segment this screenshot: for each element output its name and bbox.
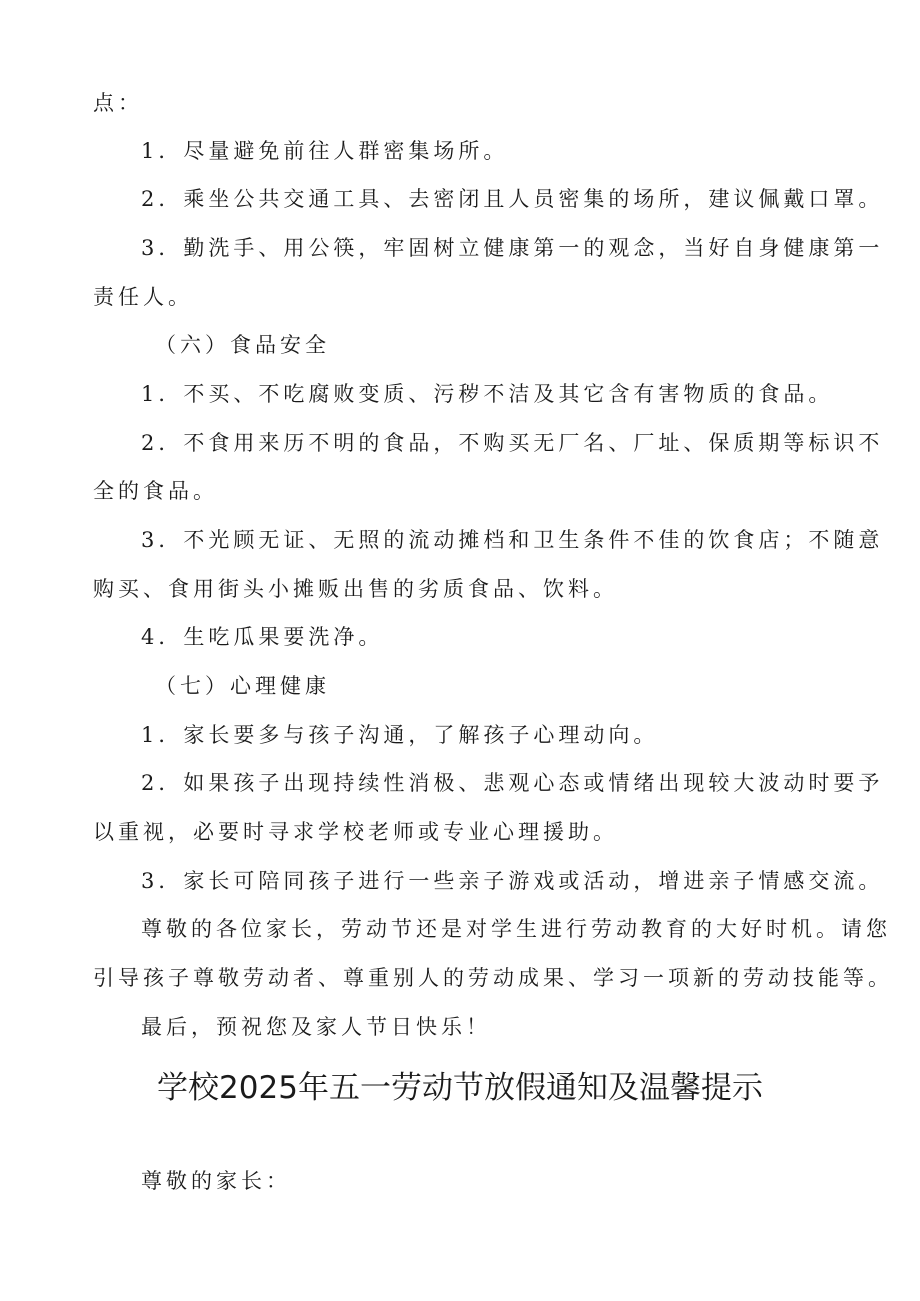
list-item: 3．勤洗手、用公筷，牢固树立健康第一的观念，当好自身健康第一 [141, 236, 884, 260]
list-item: 2．乘坐公共交通工具、去密闭且人员密集的场所，建议佩戴口罩。 [141, 187, 884, 211]
list-item: 2．如果孩子出现持续性消极、悲观心态或情绪出现较大波动时要予 [141, 771, 884, 795]
text-line-continuation: 购买、食用街头小摊贩出售的劣质食品、饮料。 [93, 577, 618, 601]
list-item: 1．尽量避免前往人群密集场所。 [141, 139, 509, 163]
text-line-continuation: 全的食品。 [93, 479, 218, 503]
text-line-continuation: 责任人。 [93, 285, 193, 309]
text-line-continuation: 以重视，必要时寻求学校老师或专业心理援助。 [93, 820, 618, 844]
section-heading: （六）食品安全 [155, 333, 330, 357]
text-line-continuation: 引导孩子尊敬劳动者、尊重别人的劳动成果、学习一项新的劳动技能等。 [93, 966, 893, 990]
text-line-continuation: 点： [93, 91, 143, 115]
list-item: 3．家长可陪同孩子进行一些亲子游戏或活动，增进亲子情感交流。 [141, 869, 884, 893]
list-item: 4．生吃瓜果要洗净。 [141, 625, 384, 649]
list-item: 1．家长要多与孩子沟通，了解孩子心理动向。 [141, 723, 659, 747]
closing-line: 最后，预祝您及家人节日快乐！ [141, 1015, 491, 1039]
paragraph-line: 尊敬的各位家长，劳动节还是对学生进行劳动教育的大好时机。请您 [141, 917, 891, 941]
section-heading: （七）心理健康 [155, 674, 330, 698]
list-item: 3．不光顾无证、无照的流动摊档和卫生条件不佳的饮食店；不随意 [141, 528, 884, 552]
list-item: 2．不食用来历不明的食品，不购买无厂名、厂址、保质期等标识不 [141, 431, 884, 455]
document-title: 学校2025年五一劳动节放假通知及温馨提示 [157, 1070, 763, 1106]
list-item: 1．不买、不吃腐败变质、污秽不洁及其它含有害物质的食品。 [141, 382, 834, 406]
greeting-line: 尊敬的家长： [141, 1169, 291, 1193]
